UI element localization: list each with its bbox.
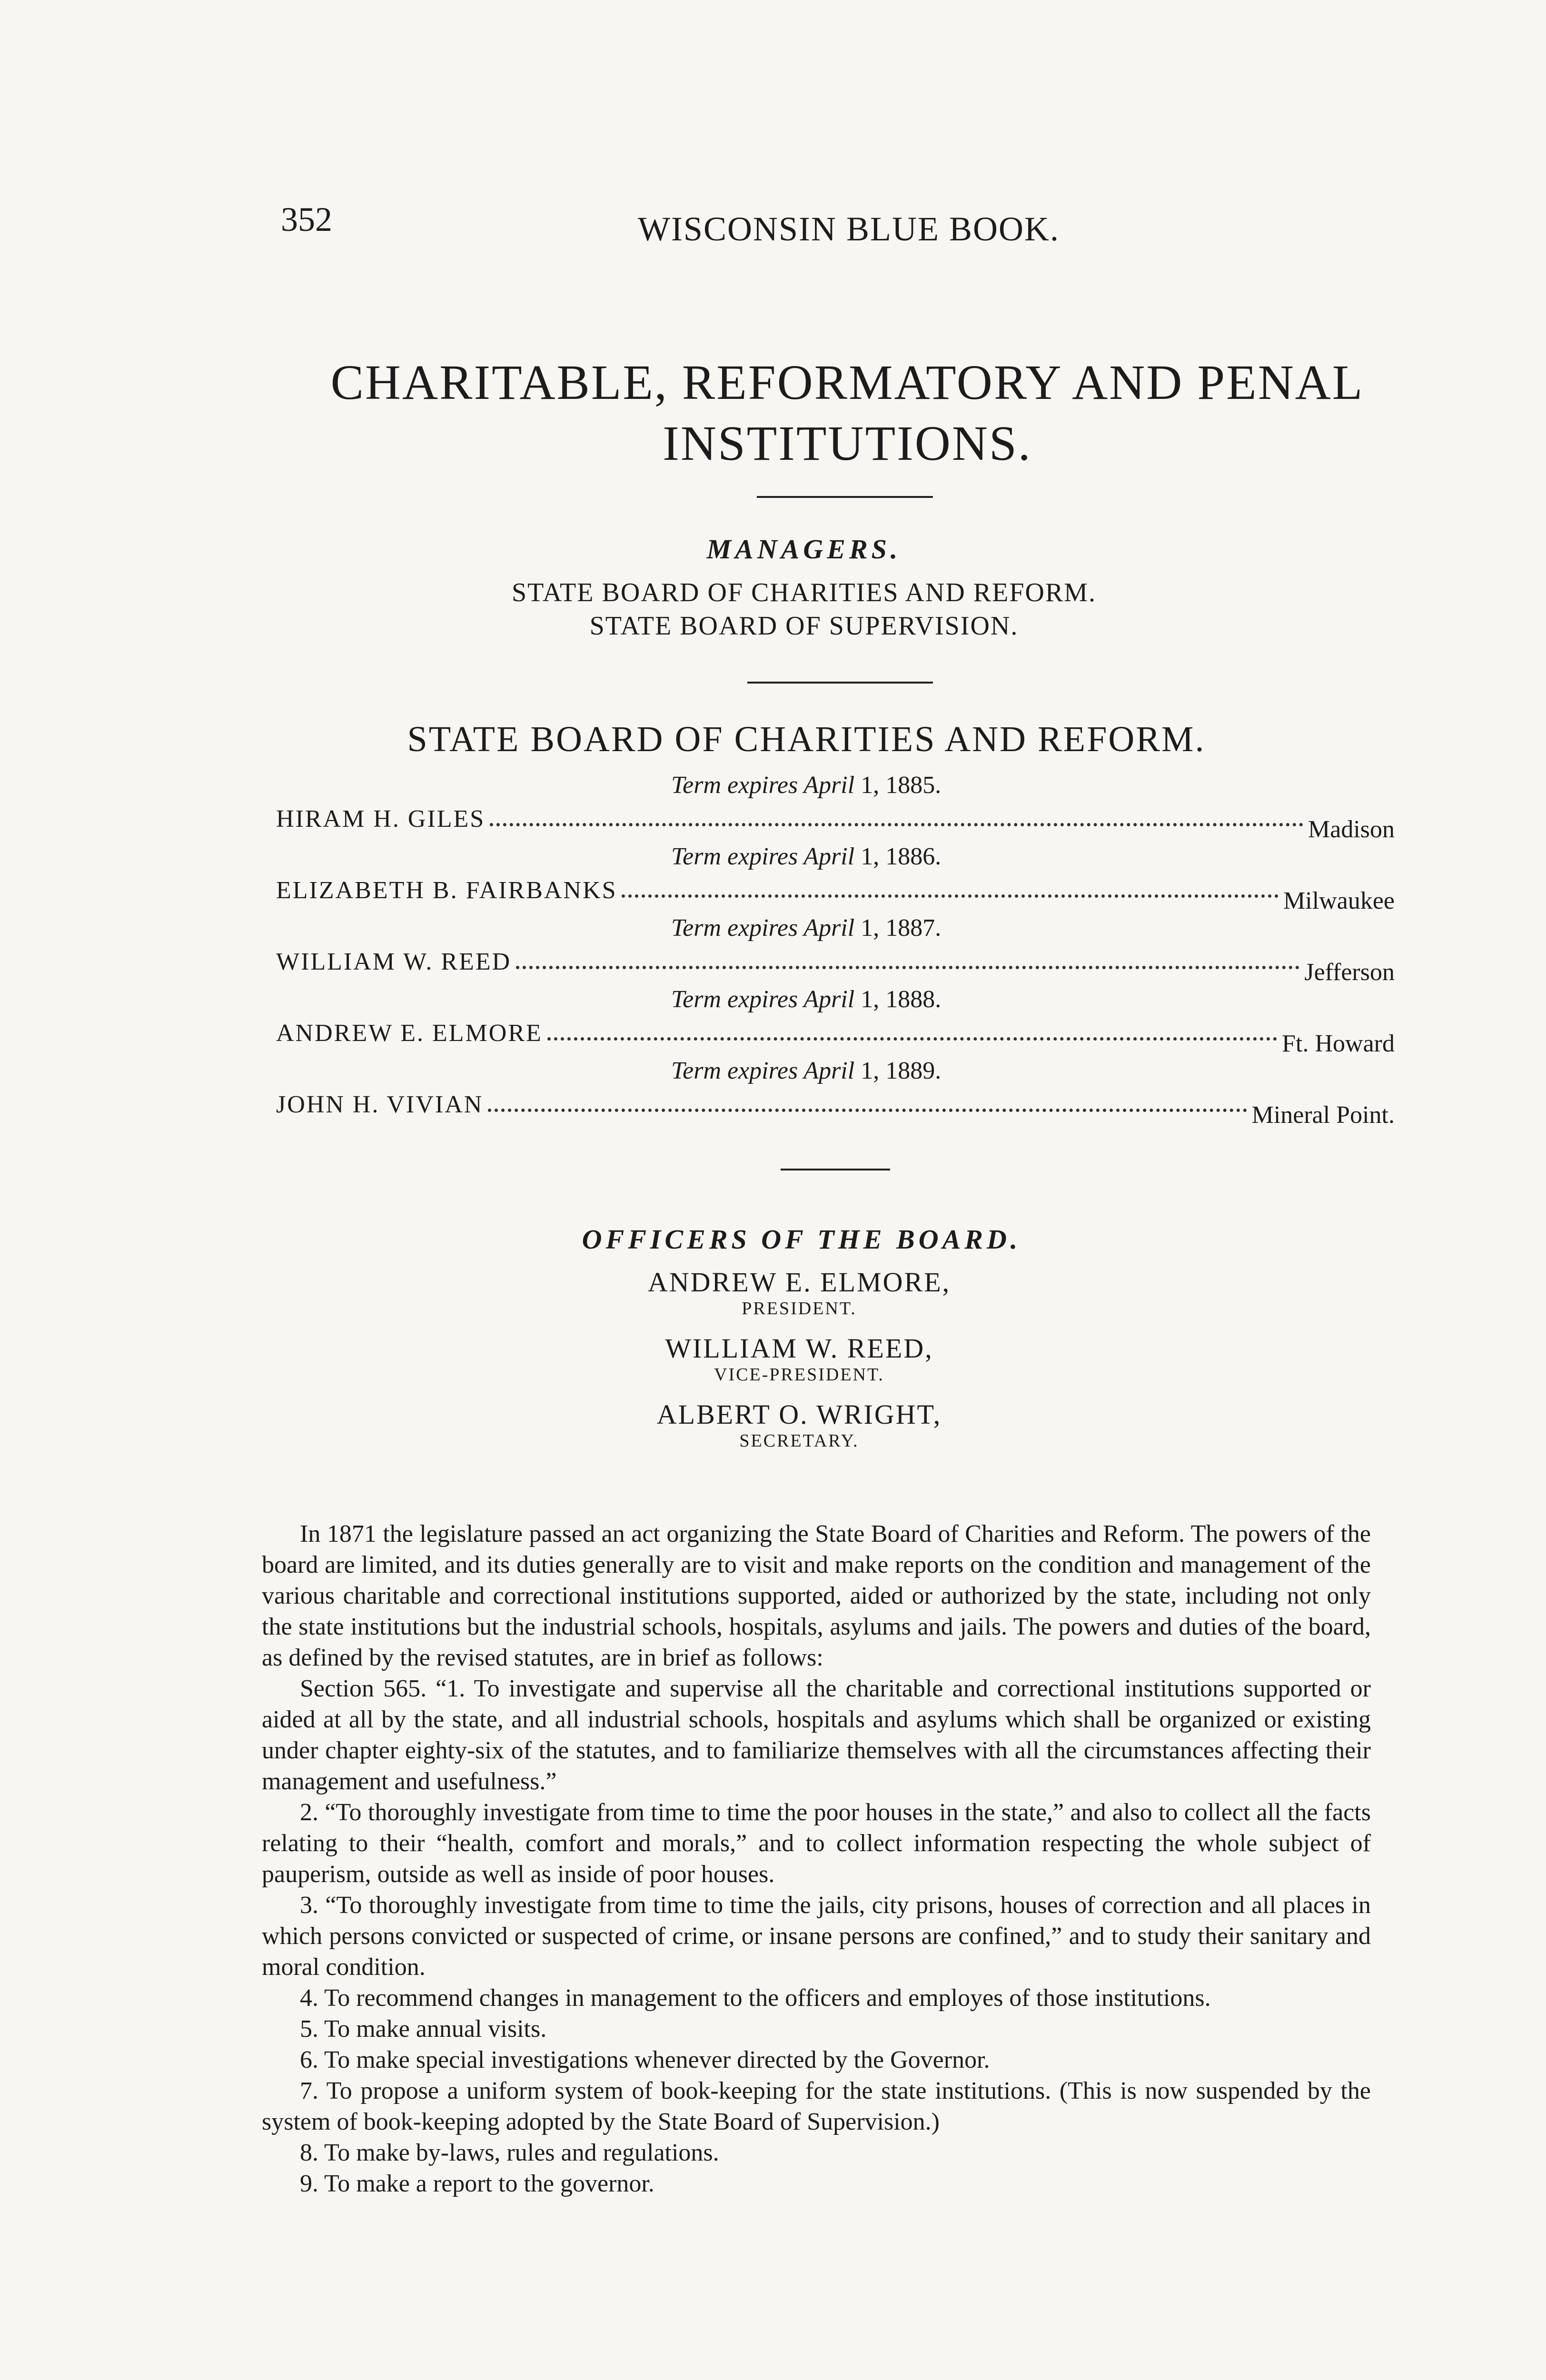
member-name: JOHN H. VIVIAN — [276, 1091, 484, 1118]
term-date: 1, 1888. — [854, 986, 941, 1013]
term-expires — [671, 1057, 941, 1085]
dot-leader — [622, 894, 1278, 898]
duty-item: 3. “To thoroughly investigate from time to time the jails, city prisons, houses of correction and all places in which persons convicted or suspected of crime, or insane persons are confined,” and to study their sanitary and moral condition. — [262, 1892, 1371, 1981]
intro-paragraph: In 1871 the legislature passed an act organizing the State Board of Charities and Reform. The powers of the board are limited, and its duties generally are to visit and make reports on the condition and management of the various charitable and correctional institutions supported, aided or authorized by the state, including not only the state institutions but the industrial schools, hospitals, asylums and jails. The powers and duties of the board, as defined by the revised statutes, are in brief as follows: — [262, 1520, 1371, 1671]
term-expires — [671, 985, 941, 1013]
member-name: HIRAM H. GILES — [276, 805, 486, 833]
duty-item: 8. To make by-laws, rules and regulations. — [300, 2139, 719, 2166]
term-prefix: Term expires April — [671, 914, 855, 942]
manager-item: STATE BOARD OF SUPERVISION. — [589, 611, 1019, 641]
member-city: Mineral Point. — [1251, 1101, 1395, 1129]
duty-item: 6. To make special investigations whenever directed by the Governor. — [300, 2046, 990, 2073]
member-city: Milwaukee — [1283, 887, 1395, 914]
member-name: WILLIAM W. REED — [276, 948, 512, 975]
officer-name: ALBERT O. WRIGHT, — [656, 1399, 942, 1430]
member-name: ELIZABETH B. FAIRBANKS — [276, 877, 617, 904]
member-entry — [276, 914, 1395, 985]
term-prefix: Term expires April — [671, 843, 855, 870]
dot-leader — [488, 1109, 1247, 1112]
dot-leader — [547, 1037, 1277, 1041]
officers-heading: OFFICERS OF THE BOARD. — [582, 1224, 1021, 1255]
member-entry — [276, 843, 1395, 914]
member-name: ANDREW E. ELMORE — [276, 1020, 543, 1047]
term-date: 1, 1889. — [854, 1057, 941, 1084]
term-expires — [671, 914, 941, 942]
officer-name: WILLIAM W. REED, — [665, 1333, 933, 1364]
page-title: CHARITABLE, REFORMATORY AND PENAL INSTITUTIONS. — [330, 355, 1364, 471]
officer-title: SECRETARY. — [739, 1431, 859, 1451]
duty-item: Section 565. “1. To investigate and supervise all the charitable and correctional institutions supported or aided at all by the state, and all industrial schools, hospitals and asylums which shall be organized or existing under chapter eighty-six of the statutes, and to familiarize themselves with all the circumstances affecting their management and usefulness.” — [262, 1675, 1371, 1795]
term-expires — [671, 843, 941, 871]
divider-rule — [781, 1169, 890, 1170]
officer-title: VICE-PRESIDENT. — [714, 1365, 884, 1385]
officer-title: PRESIDENT. — [742, 1299, 857, 1319]
member-city: Ft. Howard — [1282, 1030, 1395, 1057]
officers-list — [0, 1266, 1546, 1465]
duty-item: 4. To recommend changes in management to the officers and employes of those institutions. — [300, 1984, 1211, 2012]
term-prefix: Term expires April — [671, 1057, 855, 1084]
members-list — [276, 771, 1395, 1128]
term-date: 1, 1885. — [854, 772, 941, 799]
member-city: Madison — [1308, 816, 1395, 843]
running-title: WISCONSIN BLUE BOOK. — [638, 210, 1060, 248]
term-prefix: Term expires April — [671, 986, 855, 1013]
managers-list — [0, 576, 1546, 643]
member-city: Jefferson — [1304, 959, 1395, 986]
manager-item: STATE BOARD OF CHARITIES AND REFORM. — [511, 578, 1097, 607]
dot-leader — [516, 966, 1299, 969]
managers-heading: MANAGERS. — [706, 534, 902, 565]
page-header — [281, 200, 1414, 252]
term-date: 1, 1887. — [854, 914, 941, 942]
member-entry — [276, 1057, 1395, 1128]
term-expires — [671, 771, 941, 799]
duty-item: 2. “To thoroughly investigate from time to time the poor houses in the state,” and also to collect all the facts relating to their “health, comfort and morals,” and to collect information respecting the whole subject of pauperism, outside as well as inside of poor houses. — [262, 1799, 1371, 1888]
page-number: 352 — [281, 200, 332, 238]
board-heading: STATE BOARD OF CHARITIES AND REFORM. — [407, 719, 1206, 759]
divider-rule — [747, 682, 933, 684]
duty-item: 5. To make annual visits. — [300, 2015, 547, 2043]
divider-rule — [757, 496, 933, 498]
dot-leader — [490, 823, 1303, 826]
term-prefix: Term expires April — [671, 772, 855, 799]
duty-item: 9. To make a report to the governor. — [300, 2170, 654, 2197]
body-text — [262, 1518, 1371, 2199]
term-date: 1, 1886. — [854, 843, 941, 870]
member-entry — [276, 985, 1395, 1057]
member-entry — [276, 771, 1395, 843]
officer-name: ANDREW E. ELMORE, — [647, 1267, 951, 1298]
duty-item: 7. To propose a uniform system of book-keeping for the state institutions. (This is now suspended by the system of book-keeping adopted by the State Board of Supervision.) — [262, 2077, 1371, 2135]
